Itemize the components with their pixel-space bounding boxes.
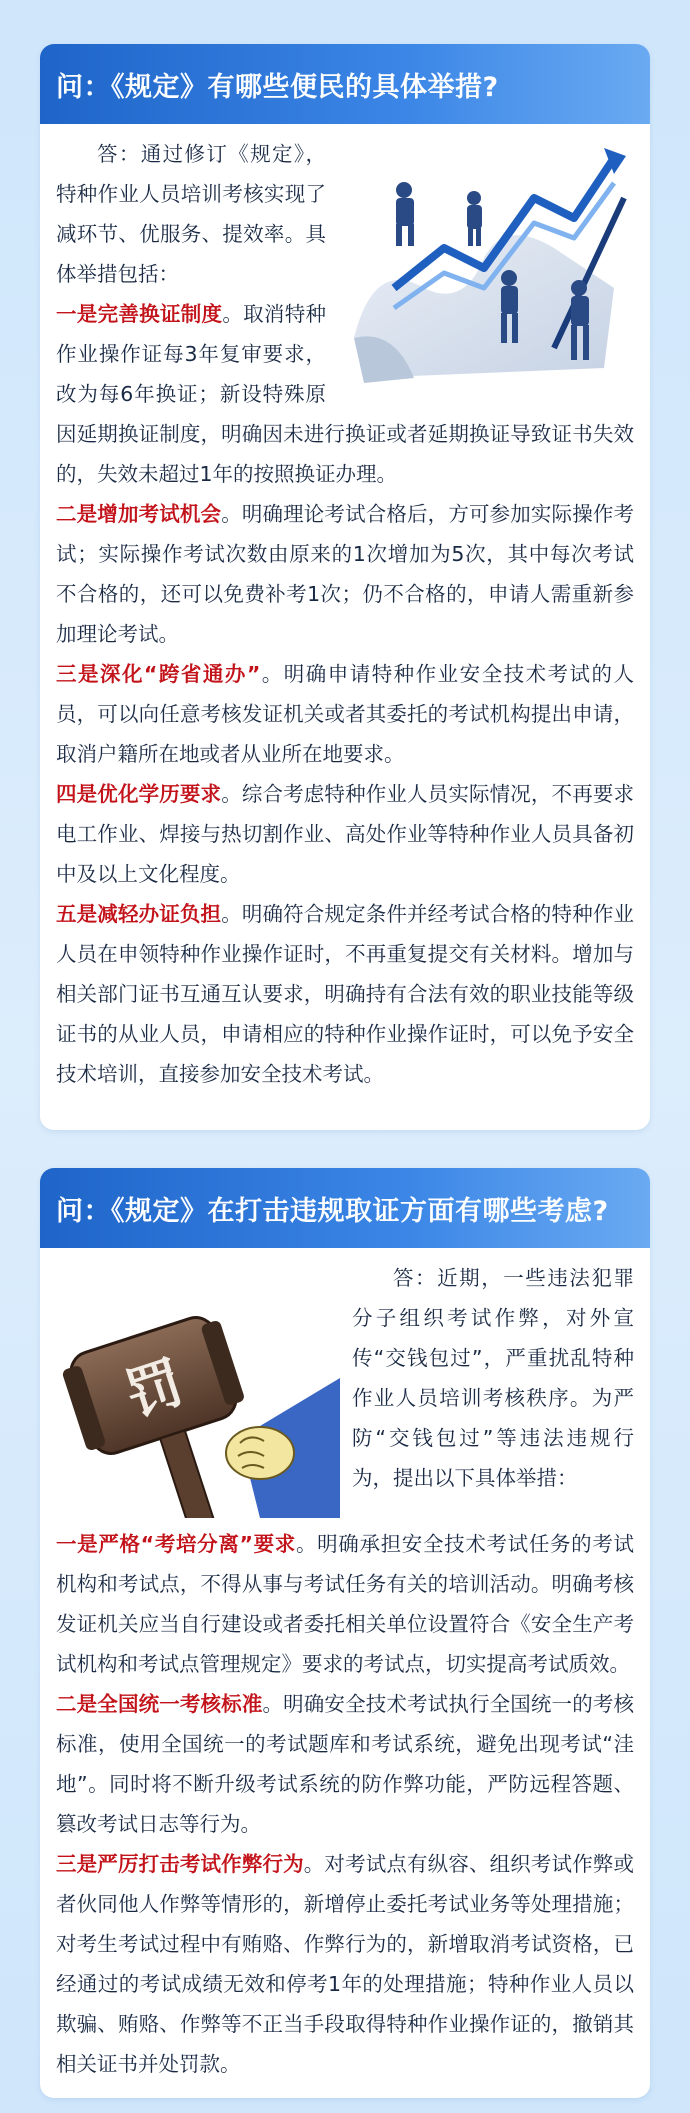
measure-lead: 二是全国统一考核标准 <box>56 1692 263 1716</box>
measure-lead: 五是减轻办证负担 <box>56 902 222 926</box>
measure-item <box>56 494 634 654</box>
faq-card-convenience <box>40 44 650 1130</box>
question-header: 问：《规定》在打击违规取证方面有哪些考虑? <box>40 1168 650 1248</box>
measure-item <box>56 894 634 1094</box>
business-people-chart-illustration <box>334 138 634 398</box>
measure-item <box>56 1844 634 2084</box>
measure-text: 。综合考虑特种作业人员实际情况，不再要求电工作业、焊接与热切割作业、高处作业等特种作业人员具备初中及以上文化程度。 <box>56 782 635 886</box>
measure-item <box>56 1524 634 1684</box>
measure-text: 。取消特种作业操作证每3年复审要求，改为每6年换证；新设特殊原因延期换证制度，明确因未进行换证或者延期换证导致证书失效的，失效未超过1年的按照换证办理。 <box>56 302 634 486</box>
measure-text: 。明确安全技术考试执行全国统一的考核标准，使用全国统一的考试题库和考试系统，避免出现考试“洼地”。同时将不断升级考试系统的防作弊功能，严防远程答题、篡改考试日志等行为。 <box>56 1692 635 1836</box>
measure-lead: 二是增加考试机会 <box>56 502 222 526</box>
gavel-illustration <box>50 1268 340 1518</box>
answer-body <box>40 1248 650 2084</box>
measure-lead: 一是完善换证制度 <box>56 302 223 326</box>
question-header: 问：《规定》有哪些便民的具体举措? <box>40 44 650 124</box>
measure-item <box>56 774 634 894</box>
measure-lead: 三是严厉打击考试作弊行为 <box>56 1852 304 1876</box>
measure-lead: 四是优化学历要求 <box>56 782 222 806</box>
measure-text: 。明确申请特种作业安全技术考试的人员，可以向任意考核发证机关或者其委托的考试机构提出申请，取消户籍所在地或者从业所在地要求。 <box>56 662 634 766</box>
measure-text: 。明确理论考试合格后，方可参加实际操作考试；实际操作考试次数由原来的1次增加为5次，其中每次考试不合格的，还可以免费补考1次；仍不合格的，申请人需重新参加理论考试。 <box>56 502 635 646</box>
answer-body <box>40 124 650 1094</box>
measure-item <box>56 654 634 774</box>
measure-text: 。明确承担安全技术考试任务的考试机构和考试点，不得从事与考试任务有关的培训活动。明确考核发证机关应当自行建设或者委托相关单位设置符合《安全生产考试机构和考试点管理规定》要求的考试点，切实提高考试质效。 <box>56 1532 634 1676</box>
measure-lead: 三是深化“跨省通办” <box>56 662 261 686</box>
answer-intro: 答：通过修订《规定》，特种作业人员培训考核实现了减环节、优服务、提效率。具体举措包括： <box>56 142 326 286</box>
answer-intro: 答：近期，一些违法犯罪分子组织考试作弊，对外宣传“交钱包过”，严重扰乱特种作业人员培训考核秩序。为严防“交钱包过”等违法违规行为，提出以下具体举措： <box>352 1266 634 1490</box>
measure-text: 。明确符合规定条件并经考试合格的特种作业人员在申领特种作业操作证时，不再重复提交有关材料。增加与相关部门证书互通互认要求，明确持有合法有效的职业技能等级证书的从业人员，申请相应的特种作业操作证时，可以免予安全技术培训，直接参加安全技术考试。 <box>56 902 635 1086</box>
measure-lead: 一是严格“考培分离”要求 <box>56 1532 296 1556</box>
measure-text: 。对考试点有纵容、组织考试作弊或者伙同他人作弊等情形的，新增停止委托考试业务等处理措施；对考生考试过程中有贿赂、作弊行为的，新增取消考试资格，已经通过的考试成绩无效和停考1年的处理措施；特种作业人员以欺骗、贿赂、作弊等不正当手段取得特种作业操作证的，撤销其相关证书并处罚款。 <box>56 1852 635 2076</box>
gavel-glyph: 罚 <box>117 1349 192 1429</box>
measure-item <box>56 1684 634 1844</box>
faq-card-anti-cheating <box>40 1168 650 2098</box>
